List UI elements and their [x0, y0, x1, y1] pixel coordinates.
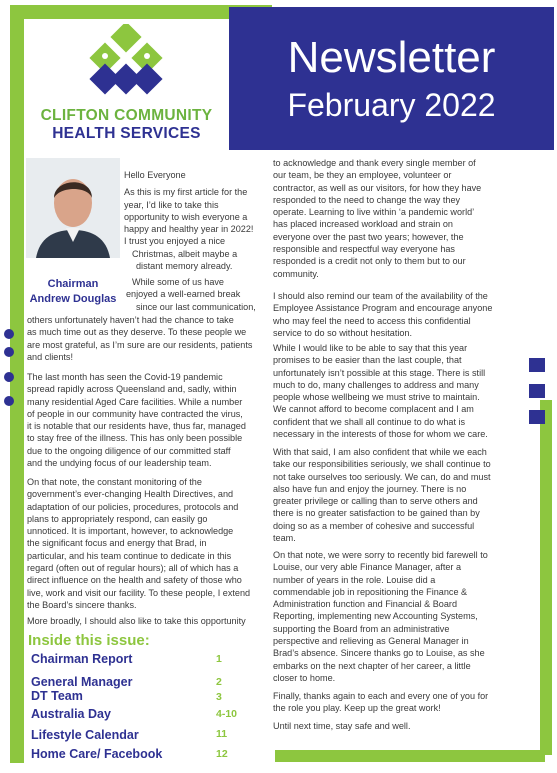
farewell-paragraph — [273, 549, 531, 684]
text-line: responded to the need to change the way they — [273, 194, 461, 205]
challenges-paragraph — [273, 342, 531, 440]
toc-page: 4-10 — [216, 708, 238, 720]
caption-role: Chairman — [47, 278, 99, 290]
text-line: everyone over the past two years; however, the — [273, 231, 464, 242]
text-line: perspective and relieving as General Manager in — [273, 636, 469, 647]
text-line: The last month has seen the Covid-19 pandemic — [27, 372, 223, 382]
fun-paragraph — [273, 446, 531, 544]
text-line: happy and healthy year in 2022! — [124, 224, 254, 235]
text-line: has placed increased workload and strain on — [273, 219, 453, 230]
text-line: unnoticed. It is important, however, to acknowledge — [27, 526, 234, 537]
text-line: much to do, many challenges to address and many — [273, 379, 479, 390]
text-line: closer to home. — [273, 672, 336, 683]
text-line: service to do so without hesitation. — [273, 327, 413, 338]
text-line: team. — [273, 533, 296, 544]
intro-paragraph — [124, 169, 274, 272]
text-line: particular, and his team continue to dedicate in this — [27, 550, 232, 561]
toc-item[interactable]: Home Care/ Facebook — [31, 747, 163, 761]
toc-page: 3 — [216, 691, 222, 703]
broadly-paragraph — [27, 615, 277, 627]
bullet-dot-icon — [4, 396, 14, 406]
text-line: adaptation of our policies, procedures, protocols and — [27, 501, 239, 512]
left-green-bar — [10, 5, 24, 763]
text-line: since our last communication, — [136, 301, 256, 312]
break-paragraph — [27, 314, 275, 363]
text-line: necessary in the interests of those for whom we care. — [273, 429, 488, 440]
text-line: the significant focus and energy that Brad, in — [27, 538, 207, 549]
toc-item[interactable]: Chairman Report — [31, 652, 133, 666]
text-line: On that note, we were sorry to recently bid farewell to — [273, 550, 488, 560]
text-line: others unfortunately haven’t had the chance to take — [27, 315, 234, 325]
bullet-dot-icon — [4, 372, 14, 382]
text-line: responsible and respectful way everyone has — [273, 244, 455, 255]
text-line: Until next time, stay safe and well. — [273, 721, 411, 731]
text-line: it is notable that our residents have, thus far, managed — [27, 421, 246, 432]
text-line: due to the ongoing diligence of our committed staff — [27, 445, 231, 456]
signoff-paragraph — [273, 720, 531, 732]
text-line: and clients! — [27, 351, 74, 362]
toc-item[interactable]: DT Team — [31, 689, 83, 703]
break-paragraph-wrap — [126, 276, 276, 313]
eap-paragraph — [273, 290, 531, 339]
text-line: operate. Learning to live within ‘a pandemic world’ — [273, 207, 475, 218]
text-line: On that note, the constant monitoring of the — [27, 477, 202, 487]
toc-item[interactable]: General Manager — [31, 675, 133, 689]
team-paragraph — [273, 157, 531, 280]
text-line: many residential Aged Care facilities. While a number — [27, 396, 243, 407]
text-line: who may feel the need to access this confidential — [273, 315, 471, 326]
text-line: embarks on the next chapter of her career, a little — [273, 660, 471, 671]
square-bullet-icon — [529, 410, 545, 424]
text-line: distant memory already. — [136, 261, 233, 272]
text-line: and the undying focus of our leadership team. — [27, 458, 212, 469]
text-line: the Board’s sincere thanks. — [27, 599, 137, 610]
bottom-green-bar — [275, 750, 545, 762]
toc-page: 2 — [216, 676, 222, 688]
organization-logo-icon — [78, 24, 176, 104]
text-line: I should also remind our team of the availability of the — [273, 291, 488, 301]
text-line: Reporting, implementing new Accounting Systems, — [273, 611, 478, 622]
text-line: While I would like to be able to say that this year — [273, 343, 468, 353]
text-line: to stay free of the illness. This has only been possible — [27, 433, 243, 444]
text-line: government’s ever-changing Health Directives, and — [27, 489, 234, 500]
directives-paragraph — [27, 476, 275, 611]
newsletter-title: Newsletter — [287, 33, 496, 82]
text-line: there is no greater satisfaction to be gained than by — [273, 508, 480, 519]
text-line: spread rapidly across Queensland and, sadly, within — [27, 384, 237, 395]
toc-page: 12 — [216, 748, 228, 760]
text-line: More broadly, I should also like to take this opportunity — [27, 616, 246, 626]
covid-paragraph — [27, 371, 275, 469]
text-line: supporting the Board from an administrative — [273, 623, 450, 634]
caption-name: Andrew Douglas — [29, 293, 117, 305]
text-line: the role you play. Keep up the great work! — [273, 703, 441, 714]
text-line: to acknowledge and thank every single member of — [273, 158, 476, 168]
text-line: direct influence on the health and safety of those who — [27, 575, 242, 586]
organization-name-line1: CLIFTON COMMUNITY — [40, 107, 213, 124]
text-line: commendable job in repositioning the Finance & — [273, 586, 468, 597]
square-bullet-icon — [529, 358, 545, 372]
text-line: of people in our community have contracted the virus, — [27, 408, 243, 419]
text-line: enjoyed a well-earned break — [126, 289, 241, 300]
text-line: Hello Everyone — [124, 170, 186, 180]
text-line: promises to be easier than the last couple, that — [273, 355, 462, 366]
toc-page: 11 — [216, 728, 228, 740]
toc-page: 1 — [216, 653, 222, 665]
text-line: As this is my first article for the — [124, 187, 248, 198]
text-line: Employee Assistance Program and encourage anyone — [273, 303, 493, 314]
text-line: Finally, thanks again to each and every one of you for — [273, 691, 489, 701]
text-line: Christmas, albeit maybe a — [132, 248, 238, 259]
text-line: not take ourselves too seriously. We can, do and must — [273, 471, 491, 482]
right-green-bar — [540, 400, 552, 755]
text-line: unfortunately isn’t possible at this stage. There is still — [273, 367, 486, 378]
text-line: While some of us have — [132, 277, 224, 287]
thanks-paragraph — [273, 690, 531, 715]
organization-name-line2: HEALTH SERVICES — [52, 125, 201, 142]
text-line: With that said, I am also confident that while we each — [273, 447, 487, 457]
text-line: responded is a credit not only to them but to our — [273, 256, 466, 267]
text-line: confident that we shall all continue to do what is — [273, 416, 466, 427]
text-line: are most grateful, as I’m sure are our residents, patients — [27, 339, 253, 350]
text-line: I trust you enjoyed a nice — [124, 236, 226, 247]
newsletter-date: February 2022 — [287, 87, 496, 123]
text-line: greater privilege or calling than to serve others and — [273, 496, 478, 507]
bullet-dot-icon — [4, 347, 14, 357]
text-line: also have fun and enjoy the journey. There is no — [273, 483, 467, 494]
chairman-photo — [26, 158, 120, 258]
toc-item[interactable]: Australia Day — [31, 707, 111, 721]
text-line: plans to appropriately respond, can easily go — [27, 513, 208, 524]
text-line: our team, be they an employee, volunteer or — [273, 170, 452, 181]
toc-item[interactable]: Lifestyle Calendar — [31, 728, 139, 742]
square-bullet-icon — [529, 384, 545, 398]
text-line: contractor, as well as our visitors, for how they have — [273, 182, 482, 193]
text-line: regard (often out of regular hours); all of which has a — [27, 563, 239, 574]
text-line: take our responsibilities seriously, we shall continue to — [273, 459, 491, 470]
text-line: We cannot afford to become complacent and I am — [273, 404, 474, 415]
text-line: community. — [273, 268, 319, 279]
text-line: live, work and visit our facility. To these people, I extend — [27, 587, 251, 598]
text-line: Louise, our very able Finance Manager, after a — [273, 562, 462, 573]
inside-issue-title: Inside this issue: — [28, 632, 150, 649]
bullet-dot-icon — [4, 329, 14, 339]
text-line: number of years in the role. Louise did a — [273, 574, 436, 585]
text-line: Brad’s absence. Sincere thanks go to Louise, as she — [273, 648, 485, 659]
text-line: as much time out as they deserve. To these people we — [27, 327, 247, 338]
text-line: opportunity to wish everyone a — [124, 211, 248, 222]
text-line: year, I’d like to take this — [124, 199, 219, 210]
text-line: Administration function and Financial & Board — [273, 599, 457, 610]
text-line: doing so as a member of cohesive and successful — [273, 520, 475, 531]
text-line: people whose wellbeing we must strive to maintain. — [273, 392, 480, 403]
